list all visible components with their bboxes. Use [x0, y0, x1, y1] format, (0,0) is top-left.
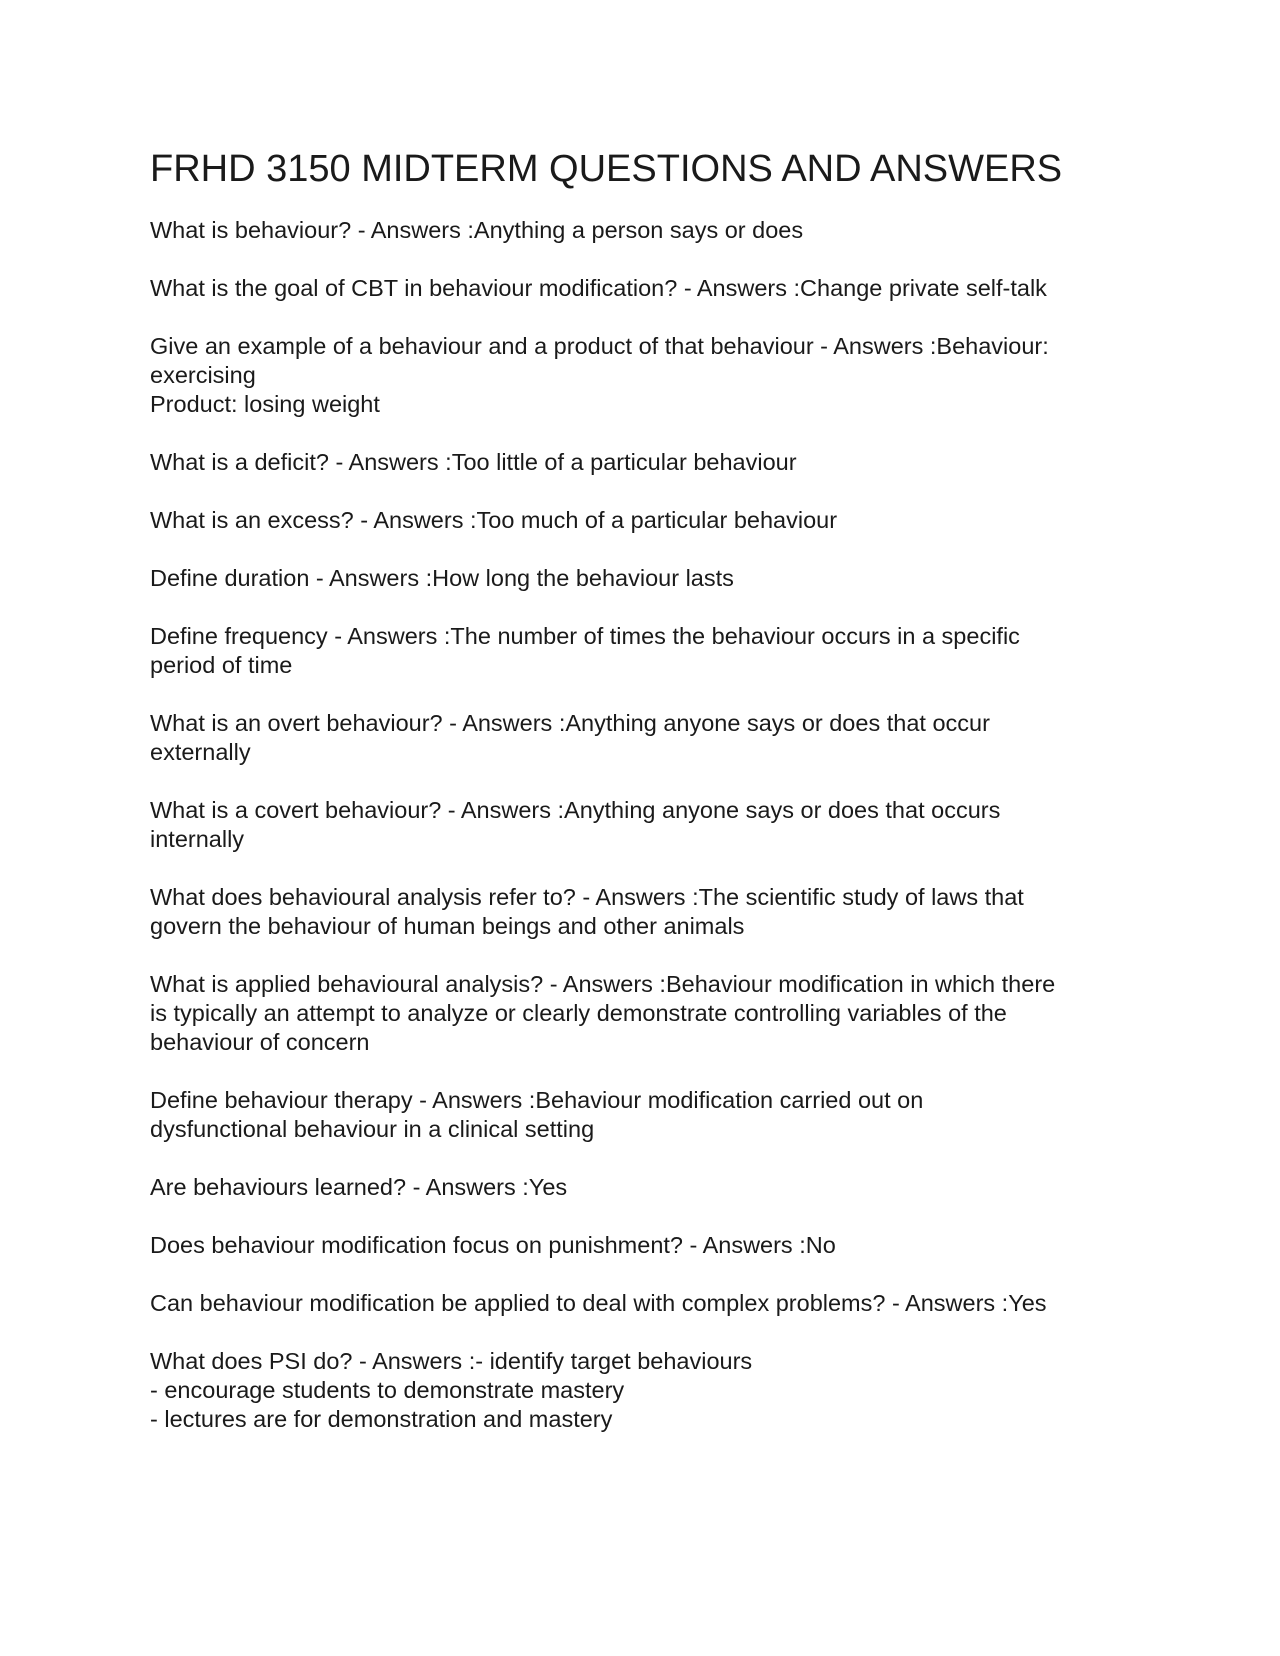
- qa-item: [150, 564, 1150, 593]
- qa-text-line: - encourage students to demonstrate mastery: [150, 1377, 625, 1403]
- document-title: FRHD 3150 MIDTERM QUESTIONS AND ANSWERS: [150, 148, 1063, 190]
- qa-text-line: internally: [150, 826, 245, 852]
- qa-text-line: What is the goal of CBT in behaviour modification? - Answers :Change private self-talk: [150, 275, 1047, 301]
- qa-text-line: behaviour of concern: [150, 1029, 370, 1055]
- qa-item: [150, 796, 1150, 854]
- qa-text-line: Does behaviour modification focus on punishment? - Answers :No: [150, 1232, 836, 1258]
- qa-text-line: govern the behaviour of human beings and other animals: [150, 913, 745, 939]
- qa-item: [150, 274, 1150, 303]
- qa-item: [150, 1231, 1150, 1260]
- qa-item: [150, 506, 1150, 535]
- qa-text-line: Can behaviour modification be applied to deal with complex problems? - Answers :Yes: [150, 1290, 1047, 1316]
- qa-item: [150, 216, 1150, 245]
- qa-text-line: is typically an attempt to analyze or clearly demonstrate controlling variables of the: [150, 1000, 1007, 1026]
- qa-text-line: What is an overt behaviour? - Answers :Anything anyone says or does that occur: [150, 710, 990, 736]
- qa-item: [150, 332, 1150, 419]
- qa-item: [150, 1289, 1150, 1318]
- qa-item: [150, 883, 1150, 941]
- qa-list: [150, 216, 1150, 1463]
- qa-text-line: What is an excess? - Answers :Too much of a particular behaviour: [150, 507, 838, 533]
- qa-text-line: externally: [150, 739, 251, 765]
- qa-text-line: exercising: [150, 362, 256, 388]
- qa-item: [150, 709, 1150, 767]
- qa-item: [150, 448, 1150, 477]
- qa-item: [150, 1347, 1150, 1434]
- qa-text-line: What does PSI do? - Answers :- identify target behaviours: [150, 1348, 753, 1374]
- qa-text-line: dysfunctional behaviour in a clinical setting: [150, 1116, 595, 1142]
- qa-text-line: Product: losing weight: [150, 391, 380, 417]
- qa-text-line: What does behavioural analysis refer to? - Answers :The scientific study of laws that: [150, 884, 1024, 910]
- qa-text-line: Give an example of a behaviour and a product of that behaviour - Answers :Behaviour:: [150, 333, 1049, 359]
- qa-text-line: period of time: [150, 652, 293, 678]
- qa-item: [150, 970, 1150, 1057]
- qa-text-line: What is behaviour? - Answers :Anything a person says or does: [150, 217, 804, 243]
- qa-text-line: Define behaviour therapy - Answers :Behaviour modification carried out on: [150, 1087, 924, 1113]
- qa-text-line: Define frequency - Answers :The number of times the behaviour occurs in a specific: [150, 623, 1020, 649]
- qa-text-line: What is a deficit? - Answers :Too little of a particular behaviour: [150, 449, 797, 475]
- qa-text-line: - lectures are for demonstration and mastery: [150, 1406, 613, 1432]
- qa-text-line: What is a covert behaviour? - Answers :Anything anyone says or does that occurs: [150, 797, 1001, 823]
- qa-text-line: Are behaviours learned? - Answers :Yes: [150, 1174, 568, 1200]
- qa-text-line: Define duration - Answers :How long the behaviour lasts: [150, 565, 734, 591]
- qa-item: [150, 1086, 1150, 1144]
- qa-item: [150, 1173, 1150, 1202]
- qa-item: [150, 622, 1150, 680]
- qa-text-line: What is applied behavioural analysis? - Answers :Behaviour modification in which there: [150, 971, 1056, 997]
